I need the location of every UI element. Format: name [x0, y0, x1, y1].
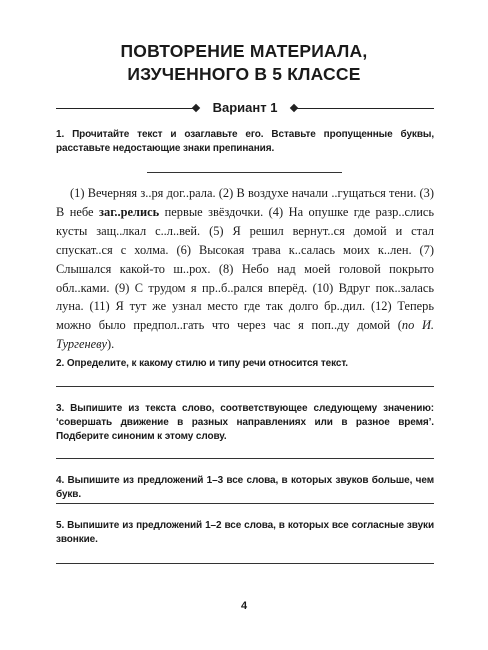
diamond-icon [192, 103, 200, 111]
page-title [40, 40, 448, 86]
passage-author: по И. Тургеневу [56, 318, 434, 352]
task-2-answer-line [56, 386, 434, 387]
task-4-answer-line [56, 503, 434, 504]
title-line-1: ПОВТОРЕНИЕ МАТЕРИАЛА, [120, 41, 368, 61]
task-1-instruction: 1. Прочитайте текст и озаглавьте его. Вставьте пропущенные буквы, расставьте недостающие знаки препинания. [56, 129, 434, 154]
variant-label: Вариант 1 [212, 100, 278, 115]
title-line-2: ИЗУЧЕННОГО В 5 КЛАССЕ [127, 64, 361, 84]
variant-header [56, 100, 434, 116]
passage-text [56, 184, 434, 354]
divider-line-left [56, 108, 196, 109]
passage-part-1: (1) Вечерняя з..ря дог..рала. (2) В воздухе начали ..гущаться тени. (3) В небе [56, 186, 434, 219]
passage-part-3: ). [106, 337, 115, 352]
task-5-instruction: 5. Выпишите из предложений 1–2 все слова, в которых все согласные звуки звонкие. [56, 520, 434, 545]
task-3-instruction: 3. Выпишите из текста слово, соответствующее следующему значению: ‘совершать движение в разных направлениях или в разное время’. Подберите синоним к этому слову. [56, 403, 434, 442]
task-5-answer-line [56, 563, 434, 564]
passage-bold-word: заг..релись [99, 204, 160, 219]
task-4-instruction: 4. Выпишите из предложений 1–3 все слова, в которых звуков больше, чем букв. [56, 475, 434, 500]
task-3-answer-line [56, 458, 434, 459]
passage-part-2: первые звёздочки. (4) На опушке где разр..слись кусты защ..лкал с..л..вей. (5) Я решил вернут..ся домой и стал спускат..ся с холма. (6) Высокая трава к..салась моих к..лен. (7) Слышался какой-то ш..рох. (8) Небо над моей головой покрыто обл..ками. (9) С трудом я пр..б..рался вперёд. (10) Вдруг пок..залась луна. (11) Я тут же узнал место где так долго бр..дил. (12) Теперь можно было предпол..гать что через час я поп..ду домой ( [56, 204, 435, 333]
page-number: 4 [240, 600, 248, 612]
task-2-instruction: 2. Определите, к какому стилю и типу речи относится текст. [56, 358, 348, 369]
passage-paragraph [56, 184, 434, 354]
title-answer-line [147, 172, 342, 173]
divider-line-right [294, 108, 434, 109]
